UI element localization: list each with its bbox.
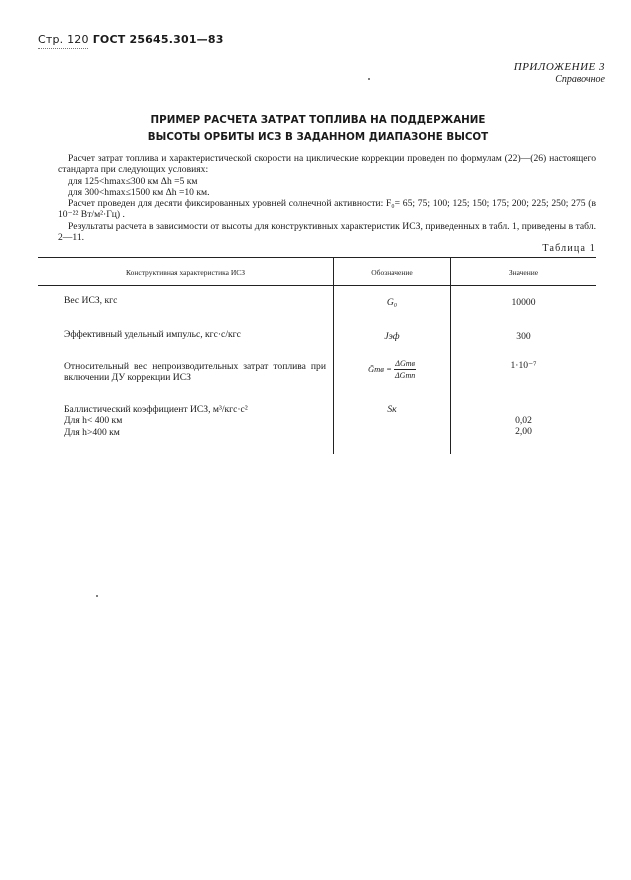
table-row-1-value: 10000 xyxy=(511,297,536,308)
body-text xyxy=(58,153,596,243)
table-row-2-symbol: Jэф xyxy=(384,331,400,342)
scan-speck xyxy=(96,595,98,597)
column-header-symbol: Обозначение xyxy=(371,268,413,277)
title-line-1: ПРИМЕР РАСЧЕТА ЗАТРАТ ТОПЛИВА НА ПОДДЕРЖАНИЕ xyxy=(150,114,486,126)
table-header-divider xyxy=(38,285,596,286)
table-row-3-symbol xyxy=(334,358,450,382)
row-4-title: Баллистический коэффициент ИСЗ, м³/кгс·с² xyxy=(64,404,248,415)
fraction-numerator: ΔGтв xyxy=(394,358,416,370)
row-4-value-low: 0,02 xyxy=(515,415,532,426)
table-row-3-value: 1·10⁻⁷ xyxy=(510,360,537,371)
table-row-1-symbol: G₀ xyxy=(386,297,398,308)
fraction-denominator: ΔGтп xyxy=(394,371,416,381)
symbol-gtv: Ḡтв = xyxy=(368,364,392,374)
column-header-value: Значение xyxy=(508,268,539,277)
page-header xyxy=(38,33,224,46)
page-number: Стр. 120 xyxy=(38,33,89,46)
table-row-2-value: 300 xyxy=(516,331,531,342)
table-row-4-values xyxy=(451,415,596,438)
symbol-fraction xyxy=(394,358,416,382)
condition-1: для 125<hmax≤300 км Δh =5 км xyxy=(68,175,198,187)
table-column-divider xyxy=(333,257,334,454)
appendix-number: ПРИЛОЖЕНИЕ 3 xyxy=(513,61,605,73)
table-row-4-characteristic xyxy=(64,404,248,438)
standard-code: ГОСТ 25645.301—83 xyxy=(92,33,224,46)
table-row-2-characteristic: Эффективный удельный импульс, кгс·с/кгс xyxy=(64,329,241,340)
scan-speck xyxy=(368,78,370,80)
paragraph-results: Результаты расчета в зависимости от высоты для конструктивных характеристик ИСЗ, приведенных в табл. 1, приведены в табл. 2—11. xyxy=(58,220,596,244)
row-4-sub-low: Для h< 400 км xyxy=(64,415,123,427)
row-4-sub-high: Для h>400 км xyxy=(64,426,120,438)
appendix-type: Справочное xyxy=(555,74,605,85)
table-caption: Таблица 1 xyxy=(542,243,596,254)
paragraph-conditions: Расчет затрат топлива и характеристической скорости на циклические коррекции проведен по формулам (22)—(26) настоящего стандарта при следующих условиях: xyxy=(58,153,596,176)
paragraph-solar-activity: Расчет проведен для десяти фиксированных уровней солнечной активности: F₀= 65; 75; 100; 125; 150; 175; 200; 225; 250; 275 (в 10⁻²² Вт/м²·Гц) . xyxy=(58,198,596,221)
table-row-1-characteristic: Вес ИСЗ, кгс xyxy=(64,295,118,306)
page-title xyxy=(40,112,596,146)
title-line-2: ВЫСОТЫ ОРБИТЫ ИСЗ В ЗАДАННОМ ДИАПАЗОНЕ ВЫСОТ xyxy=(147,131,489,143)
table-top-border xyxy=(38,257,596,258)
row-4-value-high: 2,00 xyxy=(515,426,532,438)
appendix-label xyxy=(514,61,605,85)
column-header-characteristic: Конструктивная характеристика ИСЗ xyxy=(125,268,246,277)
condition-2: для 300<hmax≤1500 км Δh =10 км. xyxy=(68,186,210,198)
table-row-4-symbol: Sк xyxy=(387,404,397,415)
table-row-3-characteristic: Относительный вес непроизводительных затрат топлива при включении ДУ коррекции ИСЗ xyxy=(64,361,326,384)
header-divider xyxy=(38,48,88,49)
